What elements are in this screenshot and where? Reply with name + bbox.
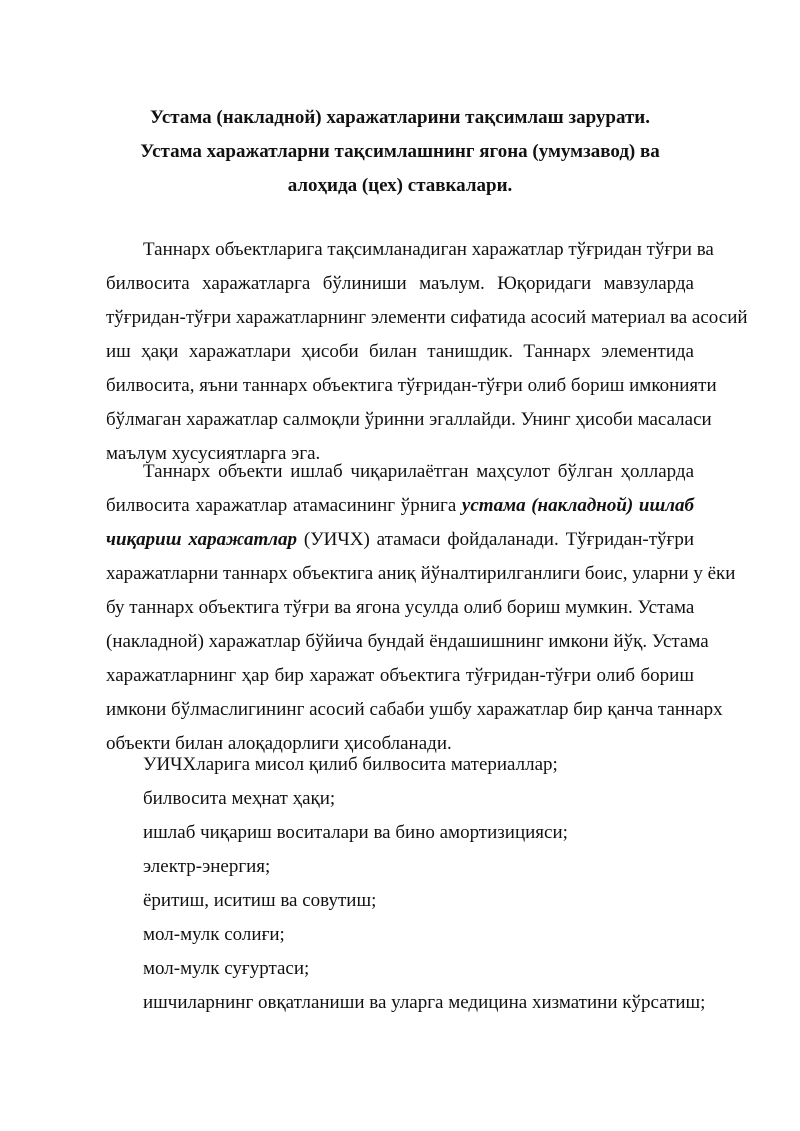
paragraph-2-line: объекти билан алоқадорлиги ҳисобланади. [106,733,452,754]
list-item: электр-энергия; [143,856,271,877]
paragraph-2-line: (накладной) харажатлар бўйича бундай ёндашишнинг имкони йўқ. Устама [106,631,709,652]
paragraph-1-line: бўлмаган харажатлар салмоқли ўринни эгаллайди. Унинг ҳисоби масаласи [106,409,712,430]
list-item: ёритиш, иситиш ва совутиш; [143,890,377,911]
paragraph-1-line: билвосита, яъни таннарх объектига тўғридан-тўғри олиб бориш имконияти [106,375,717,396]
paragraph-2 [106,455,736,761]
paragraph-1-line: маълум хусусиятларга эга. [106,443,321,464]
list-item: билвосита меҳнат ҳақи; [143,788,336,809]
paragraph-2-line: харажатларнинг ҳар бир харажат объектига тўғридан-тўғри олиб бориш [106,665,694,686]
paragraph-1 [106,233,748,471]
title-line-3: алоҳида (цех) ставкалари. [287,175,513,196]
title-line-1: Устама (накладной) харажатларини тақсимлаш зарурати. [149,107,651,128]
paragraph-1-line: Таннарх объектларига тақсимланадиган харажатлар тўғридан тўғри ва [143,239,714,260]
paragraph-2-text: (УИЧХ) атамаси фойдаланади. Тўғридан-тўғри [297,529,694,550]
paragraph-1-line: тўғридан-тўғри харажатларнинг элементи сифатида асосий материал ва асосий [106,307,748,328]
paragraph-2-line: Таннарх объекти ишлаб чиқарилаётган маҳсулот бўлган ҳолларда [143,461,694,482]
paragraph-2-line [106,523,694,557]
term-emphasis: чиқариш харажатлар [106,529,298,550]
list-item: мол-мулк суғуртаси; [143,958,310,979]
paragraph-2-line: харажатларни таннарх объектига аниқ йўналтирилганлиги боис, уларни у ёки [106,563,736,584]
term-emphasis: устама (накладной) ишлаб [461,495,695,516]
title-line-2: Устама харажатларни тақсимлашнинг ягона (умумзавод) ва [140,141,660,162]
list-item: мол-мулк солиғи; [143,924,285,945]
document-title [0,101,800,203]
list-item: ишчиларнинг овқатланиши ва уларга медицина хизматини кўрсатиш; [143,992,706,1013]
paragraph-1-line: билвосита харажатларга бўлиниши маълум. Юқоридаги мавзуларда [106,273,694,294]
paragraph-2-text: билвосита харажатлар атамасининг ўрнига [106,495,462,516]
paragraph-2-line: бу таннарх объектига тўғри ва ягона усулда олиб бориш мумкин. Устама [106,597,695,618]
list-item: УИЧХларига мисол қилиб билвосита материаллар; [143,754,558,775]
overhead-examples-list [143,748,705,1020]
list-item: ишлаб чиқариш воситалари ва бино амортизицияси; [143,822,568,843]
paragraph-2-line [106,489,694,523]
paragraph-1-line: иш ҳақи харажатлари ҳисоби билан танишдик. Таннарх элементида [106,341,694,362]
paragraph-2-line: имкони бўлмаслигининг асосий сабаби ушбу харажатлар бир қанча таннарх [106,699,723,720]
